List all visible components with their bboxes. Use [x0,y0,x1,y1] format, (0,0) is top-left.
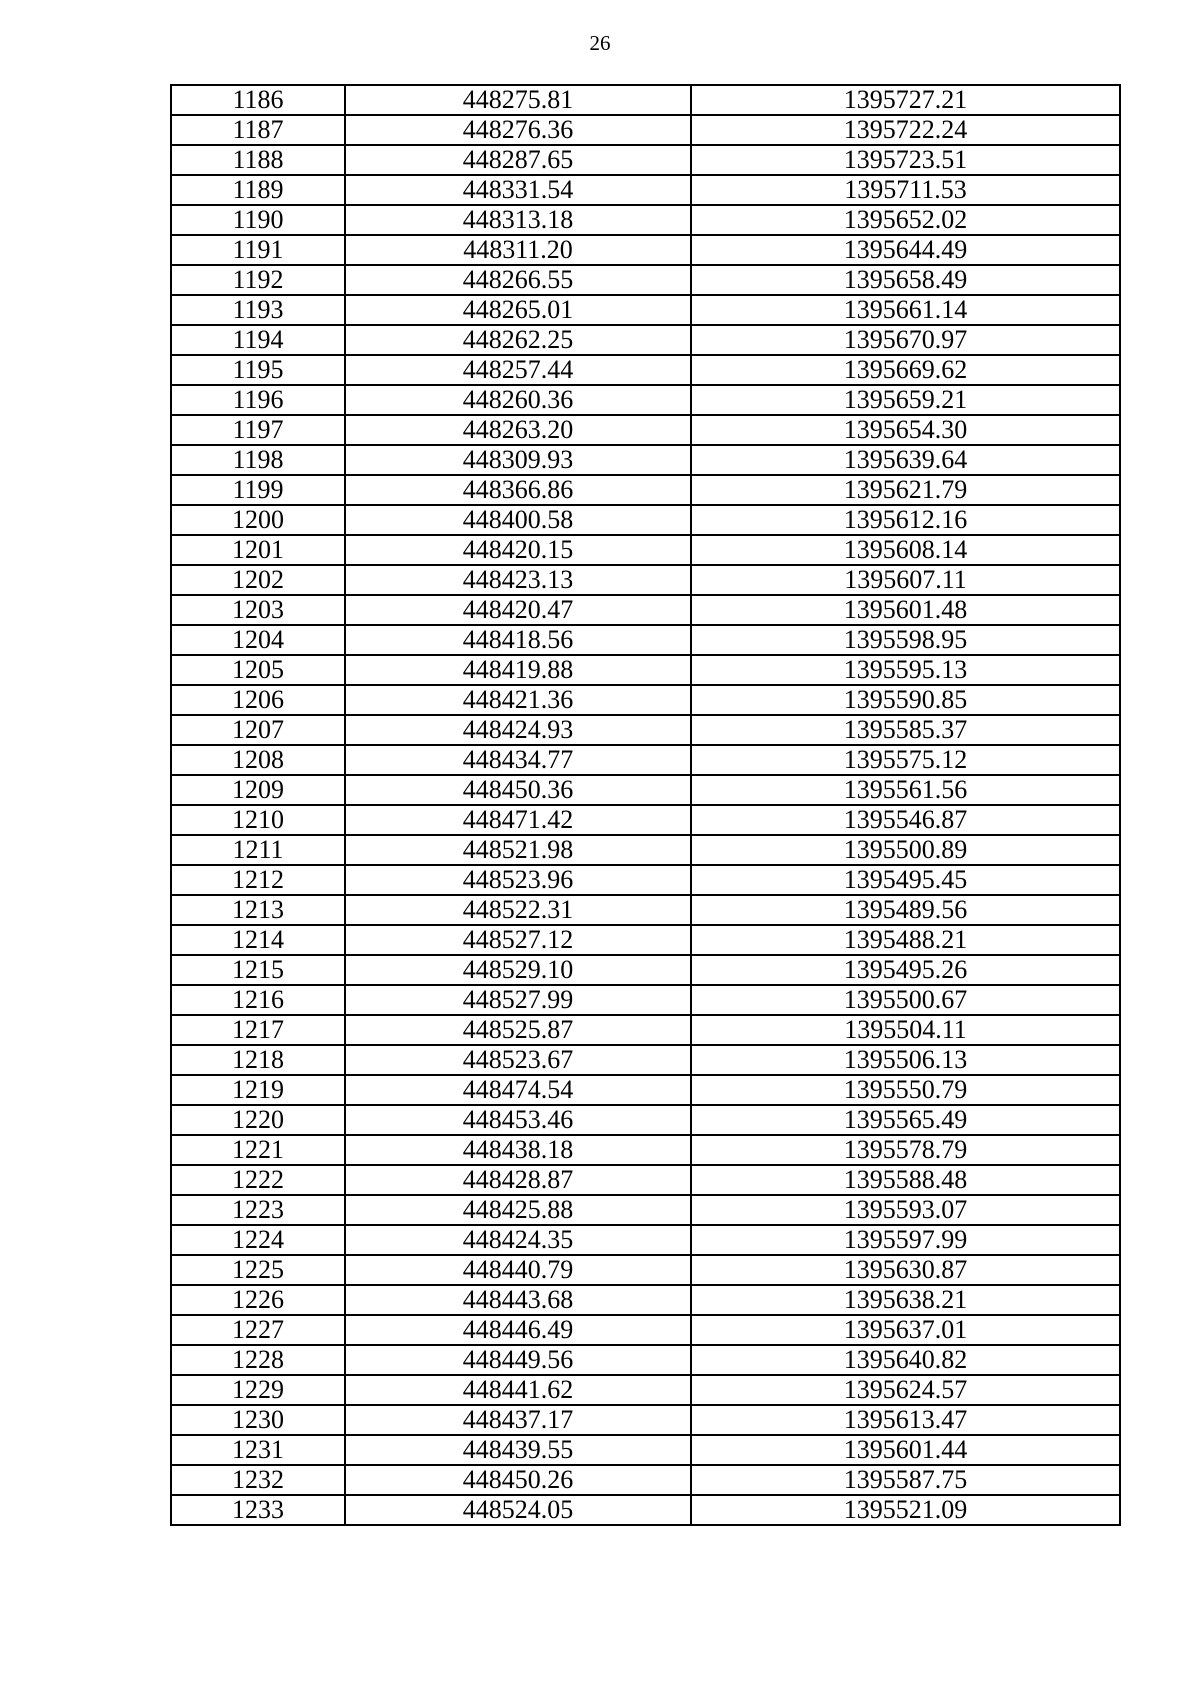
table-row [171,895,1120,925]
table-row [171,1075,1120,1105]
y-coordinate-cell: 1395495.26 [691,955,1120,985]
y-coordinate-cell: 1395495.45 [691,865,1120,895]
y-coordinate-cell: 1395658.49 [691,265,1120,295]
y-coordinate-cell: 1395578.79 [691,1135,1120,1165]
point-number-cell: 1200 [171,505,345,535]
y-coordinate-cell: 1395595.13 [691,655,1120,685]
table-row [171,925,1120,955]
y-coordinate-cell: 1395546.87 [691,805,1120,835]
table-row [171,1435,1120,1465]
y-coordinate-cell: 1395621.79 [691,475,1120,505]
y-coordinate-cell: 1395638.21 [691,1285,1120,1315]
y-coordinate-cell: 1395659.21 [691,385,1120,415]
table-row [171,505,1120,535]
y-coordinate-cell: 1395489.56 [691,895,1120,925]
x-coordinate-cell: 448523.96 [345,865,691,895]
x-coordinate-cell: 448257.44 [345,355,691,385]
point-number-cell: 1218 [171,1045,345,1075]
point-number-cell: 1211 [171,835,345,865]
x-coordinate-cell: 448437.17 [345,1405,691,1435]
point-number-cell: 1220 [171,1105,345,1135]
y-coordinate-cell: 1395669.62 [691,355,1120,385]
point-number-cell: 1210 [171,805,345,835]
point-number-cell: 1209 [171,775,345,805]
y-coordinate-cell: 1395500.67 [691,985,1120,1015]
x-coordinate-cell: 448265.01 [345,295,691,325]
table-row [171,745,1120,775]
point-number-cell: 1205 [171,655,345,685]
point-number-cell: 1187 [171,115,345,145]
table-row [171,1015,1120,1045]
y-coordinate-cell: 1395588.48 [691,1165,1120,1195]
point-number-cell: 1201 [171,535,345,565]
table-row [171,985,1120,1015]
y-coordinate-cell: 1395612.16 [691,505,1120,535]
table-row [171,355,1120,385]
y-coordinate-cell: 1395727.21 [691,85,1120,115]
point-number-cell: 1217 [171,1015,345,1045]
x-coordinate-cell: 448450.26 [345,1465,691,1495]
x-coordinate-cell: 448263.20 [345,415,691,445]
x-coordinate-cell: 448275.81 [345,85,691,115]
point-number-cell: 1202 [171,565,345,595]
table-row [171,445,1120,475]
x-coordinate-cell: 448287.65 [345,145,691,175]
x-coordinate-cell: 448420.47 [345,595,691,625]
x-coordinate-cell: 448525.87 [345,1015,691,1045]
y-coordinate-cell: 1395613.47 [691,1405,1120,1435]
x-coordinate-cell: 448424.93 [345,715,691,745]
x-coordinate-cell: 448262.25 [345,325,691,355]
point-number-cell: 1190 [171,205,345,235]
x-coordinate-cell: 448421.36 [345,685,691,715]
x-coordinate-cell: 448450.36 [345,775,691,805]
point-number-cell: 1224 [171,1225,345,1255]
table-row [171,1165,1120,1195]
point-number-cell: 1216 [171,985,345,1015]
point-number-cell: 1188 [171,145,345,175]
y-coordinate-cell: 1395585.37 [691,715,1120,745]
x-coordinate-cell: 448529.10 [345,955,691,985]
y-coordinate-cell: 1395488.21 [691,925,1120,955]
point-number-cell: 1225 [171,1255,345,1285]
x-coordinate-cell: 448311.20 [345,235,691,265]
x-coordinate-cell: 448424.35 [345,1225,691,1255]
point-number-cell: 1192 [171,265,345,295]
point-number-cell: 1204 [171,625,345,655]
table-row [171,685,1120,715]
table-row [171,535,1120,565]
point-number-cell: 1231 [171,1435,345,1465]
point-number-cell: 1232 [171,1465,345,1495]
table-row [171,835,1120,865]
point-number-cell: 1229 [171,1375,345,1405]
y-coordinate-cell: 1395587.75 [691,1465,1120,1495]
point-number-cell: 1189 [171,175,345,205]
table-row [171,115,1120,145]
x-coordinate-cell: 448418.56 [345,625,691,655]
table-row [171,265,1120,295]
x-coordinate-cell: 448439.55 [345,1435,691,1465]
y-coordinate-cell: 1395607.11 [691,565,1120,595]
x-coordinate-cell: 448441.62 [345,1375,691,1405]
table-row [171,865,1120,895]
x-coordinate-cell: 448428.87 [345,1165,691,1195]
table-row [171,1195,1120,1225]
table-row [171,85,1120,115]
table-row [171,625,1120,655]
table-row [171,1135,1120,1165]
point-number-cell: 1213 [171,895,345,925]
x-coordinate-cell: 448438.18 [345,1135,691,1165]
x-coordinate-cell: 448446.49 [345,1315,691,1345]
table-row [171,325,1120,355]
table-row [171,715,1120,745]
table-row [171,1375,1120,1405]
x-coordinate-cell: 448331.54 [345,175,691,205]
page-number: 26 [589,31,611,55]
point-number-cell: 1203 [171,595,345,625]
x-coordinate-cell: 448434.77 [345,745,691,775]
y-coordinate-cell: 1395601.48 [691,595,1120,625]
y-coordinate-cell: 1395550.79 [691,1075,1120,1105]
y-coordinate-cell: 1395608.14 [691,535,1120,565]
x-coordinate-cell: 448366.86 [345,475,691,505]
y-coordinate-cell: 1395637.01 [691,1315,1120,1345]
y-coordinate-cell: 1395661.14 [691,295,1120,325]
table-row [171,1405,1120,1435]
point-number-cell: 1186 [171,85,345,115]
point-number-cell: 1223 [171,1195,345,1225]
point-number-cell: 1214 [171,925,345,955]
point-number-cell: 1215 [171,955,345,985]
point-number-cell: 1199 [171,475,345,505]
x-coordinate-cell: 448524.05 [345,1495,691,1525]
point-number-cell: 1221 [171,1135,345,1165]
x-coordinate-cell: 448443.68 [345,1285,691,1315]
y-coordinate-cell: 1395601.44 [691,1435,1120,1465]
point-number-cell: 1219 [171,1075,345,1105]
y-coordinate-cell: 1395644.49 [691,235,1120,265]
table-row [171,235,1120,265]
table-row [171,415,1120,445]
coordinates-table [170,84,1121,1526]
y-coordinate-cell: 1395504.11 [691,1015,1120,1045]
table-row [171,775,1120,805]
x-coordinate-cell: 448423.13 [345,565,691,595]
x-coordinate-cell: 448440.79 [345,1255,691,1285]
point-number-cell: 1191 [171,235,345,265]
y-coordinate-cell: 1395624.57 [691,1375,1120,1405]
point-number-cell: 1222 [171,1165,345,1195]
y-coordinate-cell: 1395711.53 [691,175,1120,205]
y-coordinate-cell: 1395561.56 [691,775,1120,805]
coordinates-table-body [171,85,1120,1525]
x-coordinate-cell: 448266.55 [345,265,691,295]
x-coordinate-cell: 448420.15 [345,535,691,565]
table-row [171,565,1120,595]
y-coordinate-cell: 1395723.51 [691,145,1120,175]
x-coordinate-cell: 448260.36 [345,385,691,415]
table-row [171,595,1120,625]
x-coordinate-cell: 448527.12 [345,925,691,955]
table-row [171,1105,1120,1135]
y-coordinate-cell: 1395640.82 [691,1345,1120,1375]
x-coordinate-cell: 448419.88 [345,655,691,685]
point-number-cell: 1196 [171,385,345,415]
y-coordinate-cell: 1395500.89 [691,835,1120,865]
y-coordinate-cell: 1395722.24 [691,115,1120,145]
x-coordinate-cell: 448522.31 [345,895,691,925]
x-coordinate-cell: 448471.42 [345,805,691,835]
table-row [171,805,1120,835]
point-number-cell: 1227 [171,1315,345,1345]
table-row [171,1255,1120,1285]
y-coordinate-cell: 1395593.07 [691,1195,1120,1225]
table-row [171,475,1120,505]
table-row [171,1495,1120,1525]
y-coordinate-cell: 1395630.87 [691,1255,1120,1285]
table-row [171,655,1120,685]
table-row [171,145,1120,175]
point-number-cell: 1230 [171,1405,345,1435]
table-row [171,295,1120,325]
y-coordinate-cell: 1395598.95 [691,625,1120,655]
x-coordinate-cell: 448527.99 [345,985,691,1015]
x-coordinate-cell: 448400.58 [345,505,691,535]
x-coordinate-cell: 448523.67 [345,1045,691,1075]
x-coordinate-cell: 448449.56 [345,1345,691,1375]
x-coordinate-cell: 448276.36 [345,115,691,145]
table-row [171,205,1120,235]
point-number-cell: 1194 [171,325,345,355]
table-row [171,1315,1120,1345]
point-number-cell: 1193 [171,295,345,325]
point-number-cell: 1233 [171,1495,345,1525]
y-coordinate-cell: 1395521.09 [691,1495,1120,1525]
y-coordinate-cell: 1395654.30 [691,415,1120,445]
point-number-cell: 1198 [171,445,345,475]
x-coordinate-cell: 448309.93 [345,445,691,475]
x-coordinate-cell: 448521.98 [345,835,691,865]
point-number-cell: 1207 [171,715,345,745]
x-coordinate-cell: 448453.46 [345,1105,691,1135]
y-coordinate-cell: 1395670.97 [691,325,1120,355]
point-number-cell: 1228 [171,1345,345,1375]
y-coordinate-cell: 1395506.13 [691,1045,1120,1075]
point-number-cell: 1195 [171,355,345,385]
point-number-cell: 1197 [171,415,345,445]
x-coordinate-cell: 448474.54 [345,1075,691,1105]
y-coordinate-cell: 1395597.99 [691,1225,1120,1255]
y-coordinate-cell: 1395565.49 [691,1105,1120,1135]
point-number-cell: 1208 [171,745,345,775]
point-number-cell: 1226 [171,1285,345,1315]
y-coordinate-cell: 1395652.02 [691,205,1120,235]
table-row [171,1285,1120,1315]
point-number-cell: 1212 [171,865,345,895]
x-coordinate-cell: 448313.18 [345,205,691,235]
x-coordinate-cell: 448425.88 [345,1195,691,1225]
y-coordinate-cell: 1395639.64 [691,445,1120,475]
table-row [171,1045,1120,1075]
table-row [171,175,1120,205]
table-row [171,1465,1120,1495]
point-number-cell: 1206 [171,685,345,715]
y-coordinate-cell: 1395575.12 [691,745,1120,775]
table-row [171,1345,1120,1375]
y-coordinate-cell: 1395590.85 [691,685,1120,715]
table-row [171,1225,1120,1255]
table-row [171,385,1120,415]
table-row [171,955,1120,985]
